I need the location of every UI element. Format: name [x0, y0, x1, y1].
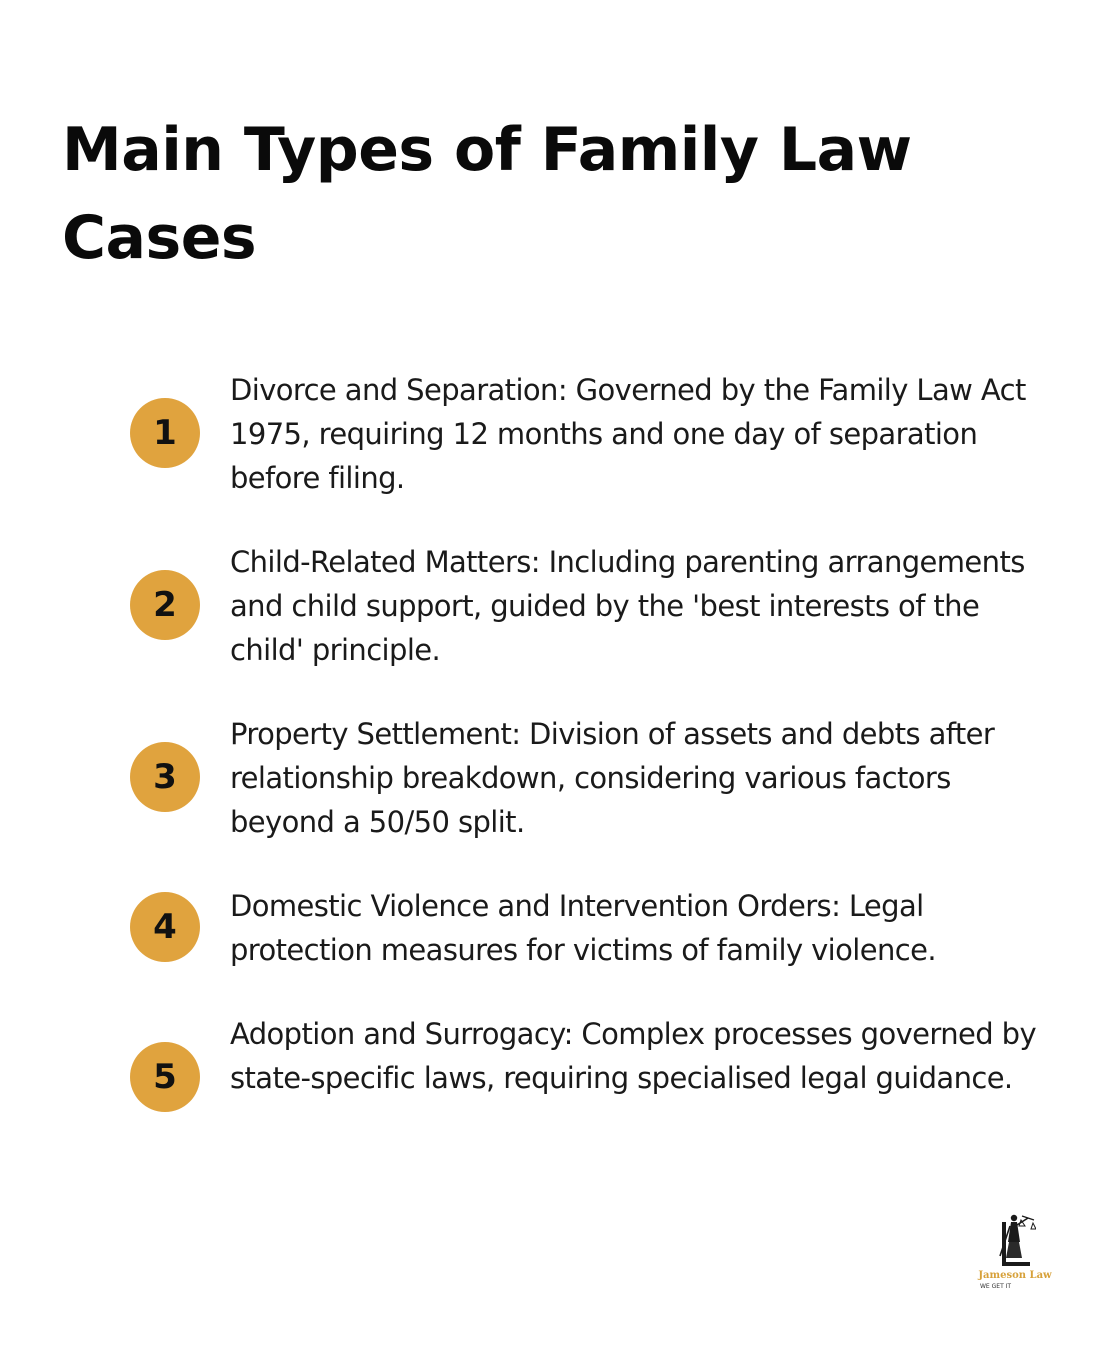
- page-title: Main Types of Family Law Cases: [62, 115, 912, 273]
- number-badge: 5: [130, 1042, 200, 1112]
- number-badge: 3: [130, 742, 200, 812]
- number-badge: 4: [130, 892, 200, 962]
- item-text: Property Settlement: Division of assets and debts after relationship breakdown, considering various factors beyond a 50/50 split.: [230, 717, 995, 839]
- brand-tagline: WE GET IT: [980, 1283, 1012, 1290]
- item-text: Adoption and Surrogacy: Complex processes governed by state-specific laws, requiring specialised legal guidance.: [230, 1017, 1037, 1095]
- number-badge: 1: [130, 398, 200, 468]
- scales-of-justice-icon: [994, 1212, 1036, 1268]
- brand-name: Jameson Law: [978, 1270, 1052, 1281]
- item-text: Divorce and Separation: Governed by the Family Law Act 1975, requiring 12 months and one day of separation before filing.: [230, 373, 1026, 495]
- company-logo: [972, 1212, 1058, 1296]
- number-badge: 2: [130, 570, 200, 640]
- item-text: Domestic Violence and Intervention Orders: Legal protection measures for victims of family violence.: [230, 889, 936, 967]
- item-text: Child-Related Matters: Including parenting arrangements and child support, guided by the 'best interests of the child' principle.: [230, 545, 1025, 667]
